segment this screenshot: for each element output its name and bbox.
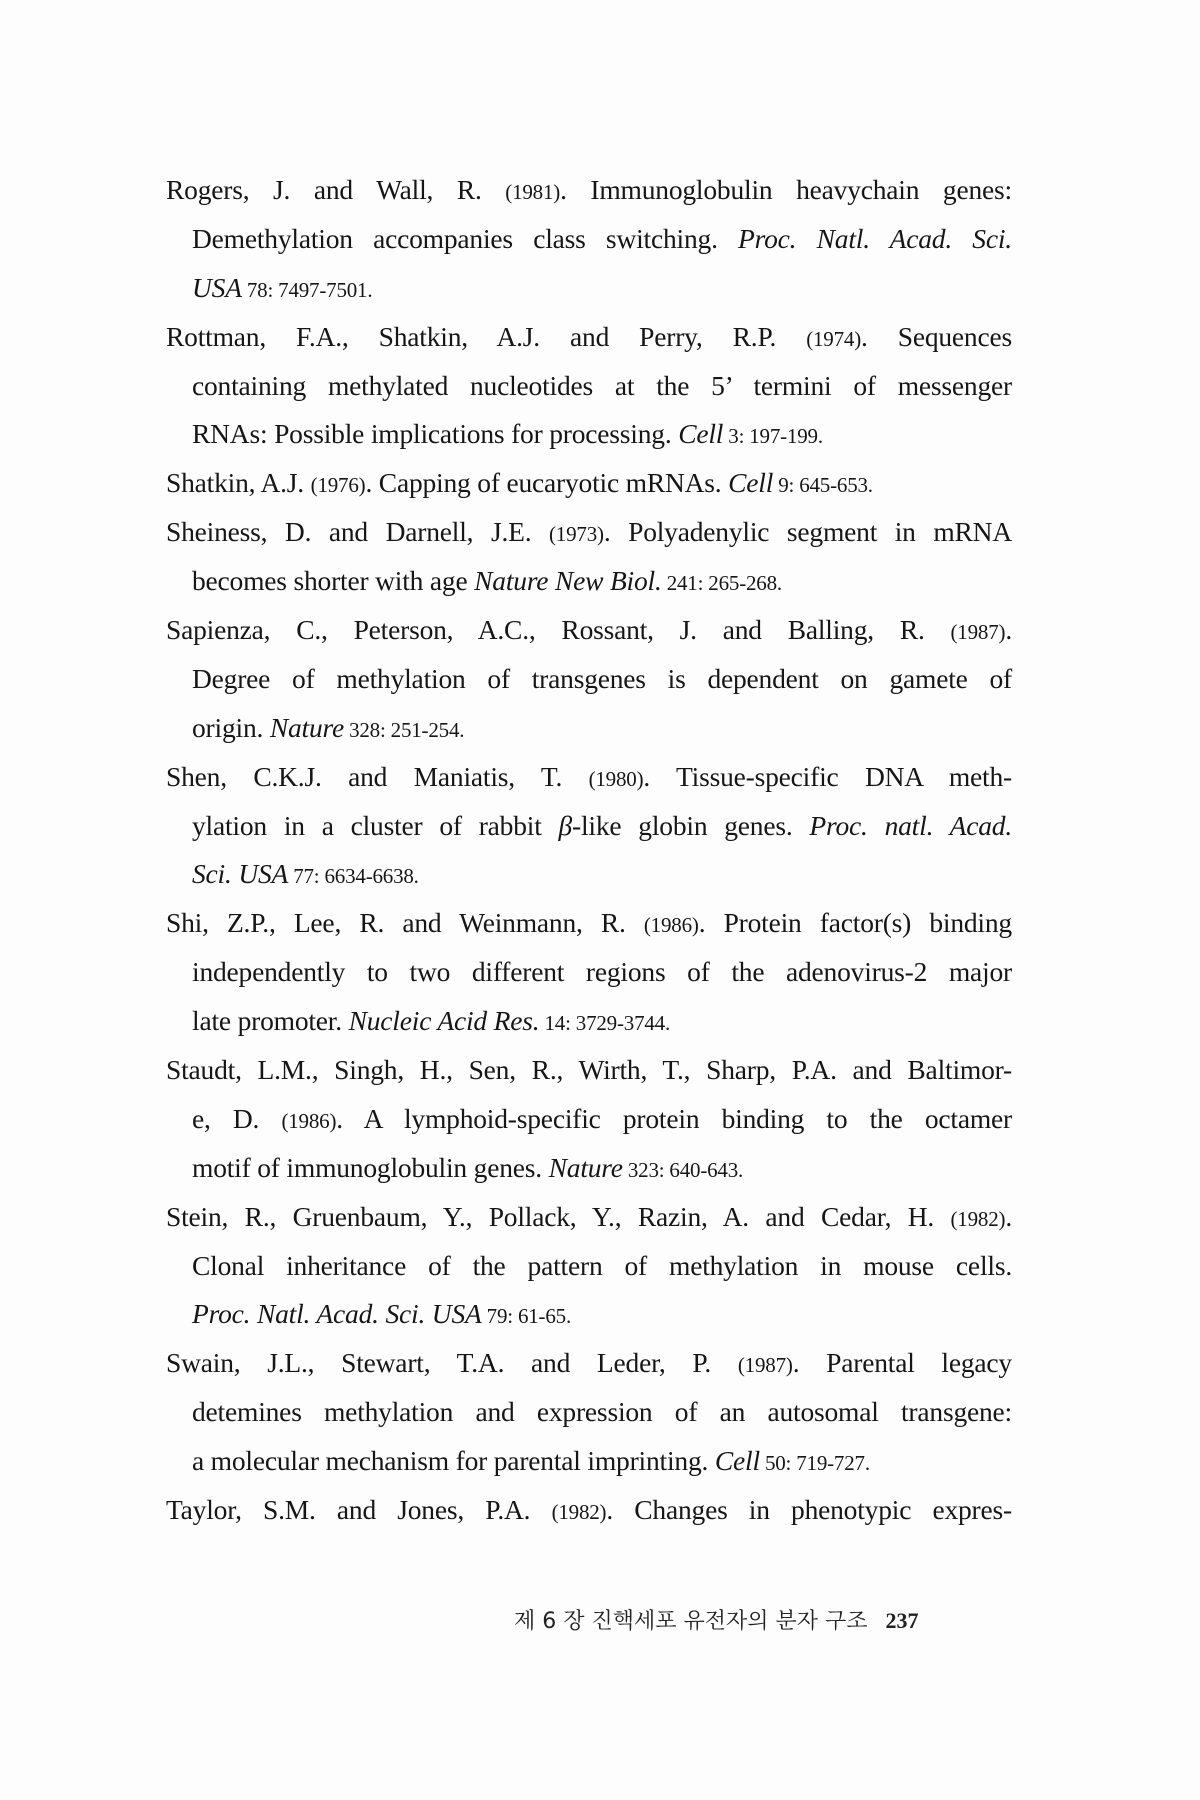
reference-line: [166, 1193, 1012, 1242]
reference-line: [166, 362, 1012, 411]
journal-title: Nucleic Acid Res.: [348, 1005, 540, 1037]
journal-title: Cell: [678, 418, 724, 450]
reference-line: [166, 606, 1012, 655]
citation-number: (1986): [643, 913, 699, 938]
running-footer-chapter: 제 6 장 진핵세포 유전자의 분자 구조: [514, 1609, 868, 1634]
reference-text: Rogers, J. and Wall, R.: [166, 174, 506, 205]
reference-text: Sheiness, D. and Darnell, J.E.: [166, 516, 550, 548]
citation-number: 9: 645-653.: [773, 473, 873, 498]
reference-line: [166, 997, 1012, 1046]
reference-text: RNAs: Possible implications for processing.: [192, 418, 679, 450]
reference-text: Taylor, S.M. and Jones, P.A.: [166, 1494, 552, 1526]
journal-title: Nature New Biol.: [474, 565, 662, 597]
journal-title: Cell: [714, 1445, 760, 1477]
citation-number: (1981): [505, 180, 561, 204]
reference-text: ylation in a cluster of rabbit: [192, 809, 559, 841]
reference-text: . Polyadenylic segment in mRNA: [603, 516, 1012, 548]
reference-line: [166, 215, 1012, 264]
reference-text: -like globin genes.: [572, 809, 810, 841]
reference-entry: [166, 1486, 1012, 1535]
citation-number: 79: 61-65.: [481, 1304, 572, 1329]
citation-number: (1976): [310, 473, 366, 498]
reference-line: [166, 704, 1012, 753]
reference-entry: [166, 166, 1012, 313]
page-footer: [514, 1604, 919, 1635]
reference-entry: [166, 1193, 1012, 1340]
reference-line: [166, 1095, 1012, 1144]
reference-line: [166, 1388, 1012, 1437]
reference-entry: [166, 899, 1012, 1046]
reference-line: [166, 1046, 1012, 1095]
citation-number: (1987): [950, 620, 1006, 645]
reference-line: [166, 753, 1012, 802]
citation-number: (1982): [551, 1500, 607, 1525]
reference-line: [166, 802, 1012, 851]
journal-title: Proc. Natl. Acad. Sci. USA: [192, 1298, 482, 1330]
reference-line: [166, 557, 1012, 606]
reference-text: independently to two different regions of the adenovirus-2 major: [192, 956, 1012, 988]
reference-text: Demethylation accompanies class switching.: [192, 222, 739, 254]
reference-text: e, D.: [192, 1102, 282, 1134]
reference-text: motif of immunoglobulin genes.: [192, 1151, 549, 1183]
reference-line: [166, 166, 1012, 215]
citation-number: 14: 3729-3744.: [539, 1011, 671, 1036]
reference-text: containing methylated nucleotides at the 5’ termini of messenger: [192, 369, 1012, 401]
citation-number: 50: 719-727.: [759, 1451, 870, 1476]
citation-number: 77: 6634-6638.: [288, 864, 419, 889]
reference-text: becomes shorter with age: [192, 565, 475, 597]
reference-line: [166, 410, 1012, 459]
citation-number: 3: 197-199.: [723, 424, 823, 449]
reference-entry: [166, 508, 1012, 606]
citation-number: 78: 7497-7501.: [241, 277, 373, 302]
citation-number: (1986): [281, 1108, 337, 1133]
citation-number: 328: 251-254.: [344, 717, 465, 742]
journal-title: Proc. Natl. Acad. Sci.: [738, 222, 1012, 254]
journal-title: Nature: [269, 711, 345, 743]
reference-text: .: [1005, 614, 1012, 646]
journal-title: Nature: [548, 1151, 623, 1183]
reference-line: [166, 1437, 1012, 1486]
reference-text: Rottman, F.A., Shatkin, A.J. and Perry, R.P.: [166, 320, 807, 352]
reference-line: [166, 850, 1012, 899]
reference-text: Stein, R., Gruenbaum, Y., Pollack, Y., Razin, A. and Cedar, H.: [166, 1200, 951, 1232]
reference-text: . Capping of eucaryotic mRNAs.: [365, 467, 729, 499]
reference-line: [166, 1242, 1012, 1291]
reference-line: [166, 655, 1012, 704]
reference-text: Swain, J.L., Stewart, T.A. and Leder, P.: [166, 1347, 738, 1379]
reference-text: Shatkin, A.J.: [166, 467, 311, 499]
reference-line: [166, 1486, 1012, 1535]
reference-list: [166, 166, 1012, 1535]
reference-line: [166, 313, 1012, 362]
journal-title: Sci. USA: [192, 858, 289, 890]
reference-text: detemines methylation and expression of an autosomal transgene:: [192, 1396, 1012, 1428]
reference-text: . Parental legacy: [792, 1347, 1012, 1379]
reference-text: Clonal inheritance of the pattern of methylation in mouse cells.: [192, 1249, 1012, 1281]
reference-text: Sapienza, C., Peterson, A.C., Rossant, J. and Balling, R.: [166, 614, 951, 646]
citation-number: (1987): [737, 1353, 793, 1378]
reference-entry: [166, 1339, 1012, 1486]
citation-number: (1980): [588, 766, 644, 791]
reference-line: [166, 459, 1012, 508]
citation-number: (1982): [950, 1206, 1006, 1231]
reference-entry: [166, 1046, 1012, 1193]
reference-text: . Tissue-specific DNA meth-: [643, 760, 1013, 792]
reference-line: [166, 508, 1012, 557]
reference-entry: [166, 606, 1012, 753]
reference-text: late promoter.: [192, 1005, 349, 1037]
reference-line: [166, 948, 1012, 997]
citation-number: (1973): [549, 522, 604, 547]
reference-text: Shen, C.K.J. and Maniatis, T.: [166, 760, 589, 792]
reference-line: [166, 264, 1012, 313]
reference-line: [166, 899, 1012, 948]
reference-text: . A lymphoid-specific protein binding to the octamer: [336, 1102, 1012, 1134]
journal-title: Cell: [728, 467, 774, 499]
journal-title: USA: [192, 271, 242, 303]
reference-text: Staudt, L.M., Singh, H., Sen, R., Wirth, T., Sharp, P.A. and Baltimor-: [166, 1054, 1012, 1086]
reference-text: origin.: [192, 711, 270, 743]
reference-text: . Changes in phenotypic expres-: [606, 1494, 1012, 1526]
citation-number: 241: 265-268.: [661, 571, 782, 596]
journal-title: Proc. natl. Acad.: [809, 809, 1012, 841]
citation-number: 323: 640-643.: [622, 1157, 744, 1182]
reference-text: a molecular mechanism for parental imprinting.: [192, 1445, 715, 1477]
reference-text: .: [1005, 1200, 1012, 1232]
reference-text: Shi, Z.P., Lee, R. and Weinmann, R.: [166, 907, 644, 939]
reference-entry: [166, 459, 1012, 508]
citation-number: (1974): [806, 326, 862, 351]
reference-text: . Protein factor(s) binding: [698, 907, 1012, 939]
page-number: 237: [885, 1608, 919, 1633]
reference-entry: [166, 313, 1012, 460]
reference-line: [166, 1290, 1012, 1339]
reference-text: . Sequences: [861, 320, 1012, 352]
reference-text: . Immunoglobulin heavychain genes:: [560, 174, 1012, 205]
reference-line: [166, 1339, 1012, 1388]
reference-entry: [166, 753, 1012, 900]
reference-line: [166, 1144, 1012, 1193]
journal-title: β: [558, 809, 573, 841]
reference-text: Degree of methylation of transgenes is dependent on gamete of: [192, 662, 1012, 694]
